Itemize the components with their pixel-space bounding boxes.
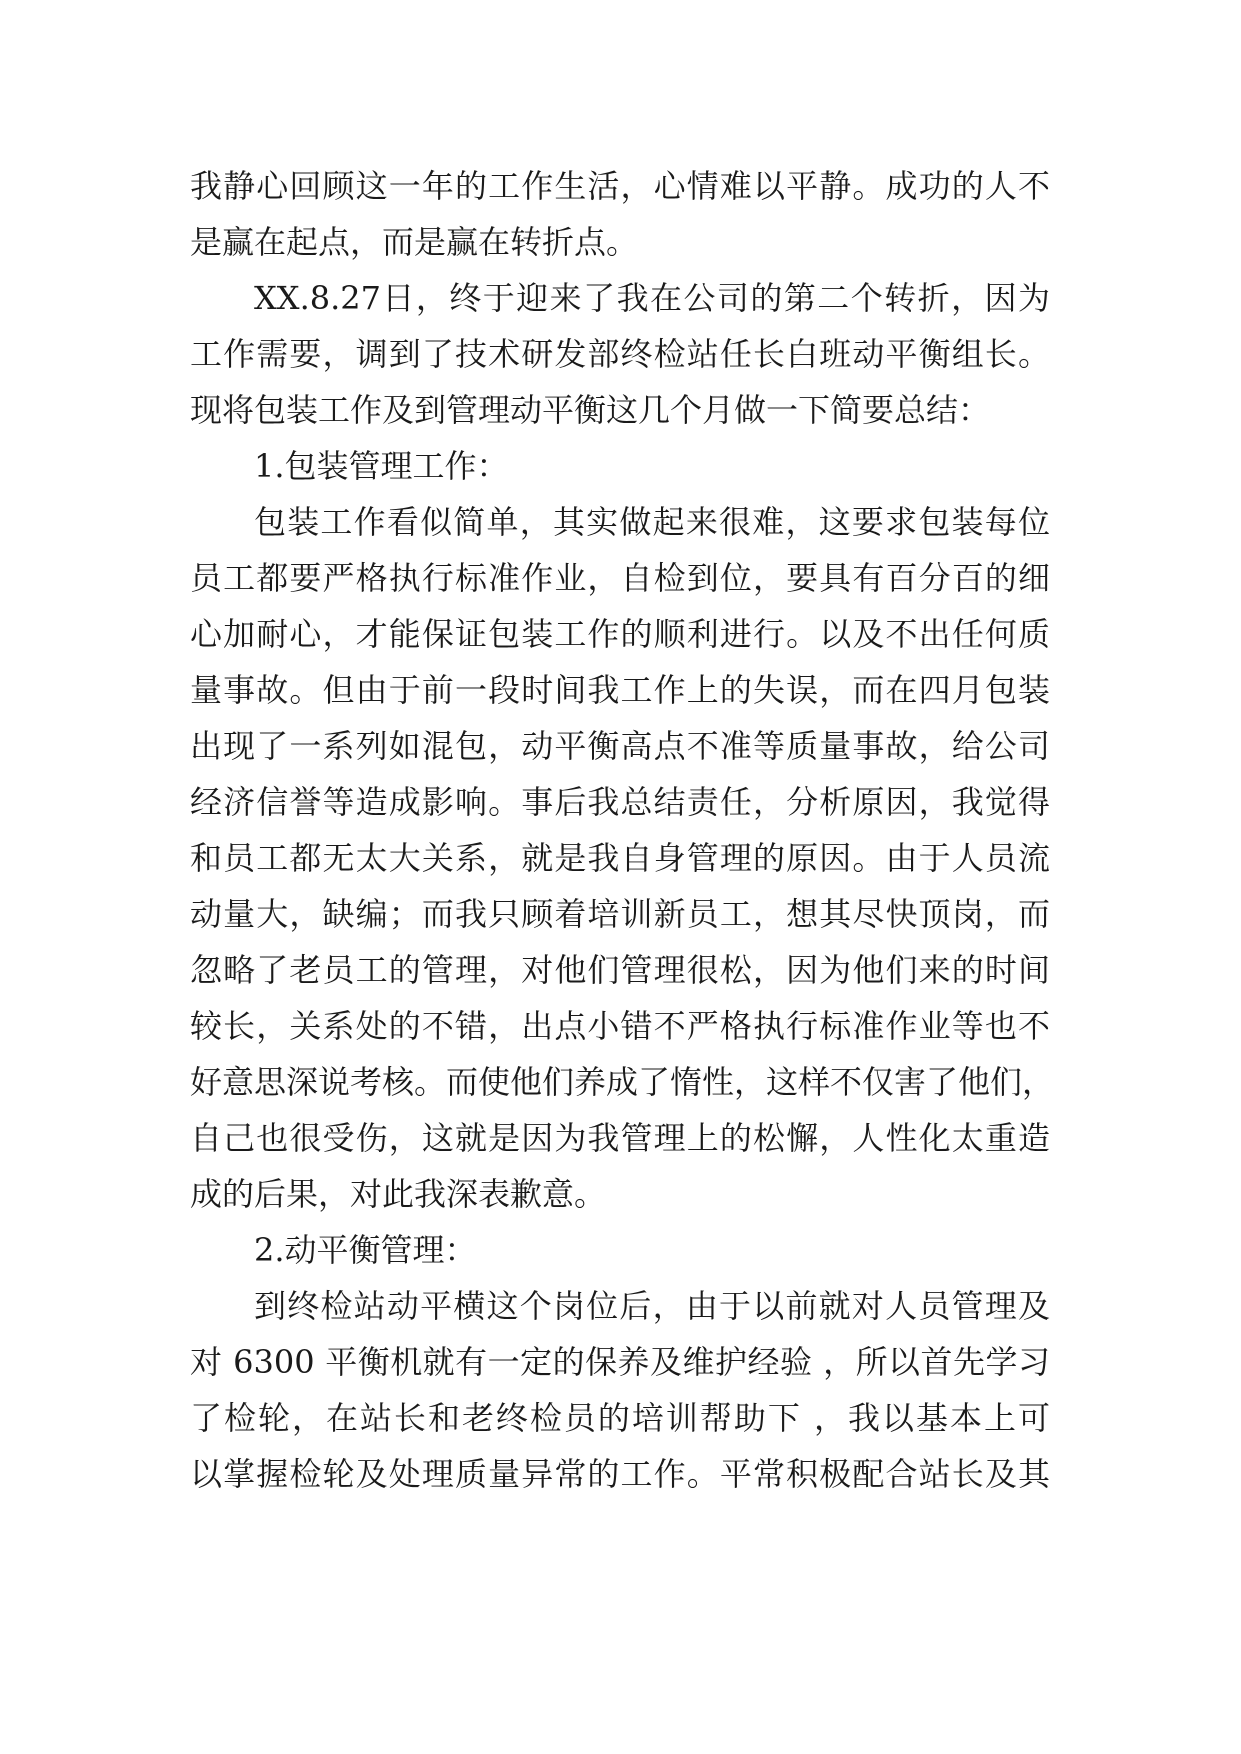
text-line: 量事故。但由于前一段时间我工作上的失误，而在四月包装	[190, 671, 1050, 709]
text-line: 是赢在起点，而是赢在转折点。	[190, 223, 639, 261]
text-line: 了检轮，在站长和老终检员的培训帮助下 ，我以基本上可	[190, 1399, 1050, 1437]
text-line: 对 6300 平衡机就有一定的保养及维护经验 ，所以首先学习	[190, 1343, 1050, 1381]
document-body	[190, 158, 1055, 1502]
text-line: 到终检站动平横这个岗位后，由于以前就对人员管理及	[254, 1287, 1050, 1325]
text-line: 2.动平衡管理：	[254, 1231, 477, 1269]
text-line: 动量大，缺编；而我只顾着培训新员工，想其尽快顶岗，而	[190, 895, 1050, 933]
text-line: 心加耐心，才能保证包装工作的顺利进行。以及不出任何质	[190, 615, 1050, 653]
text-line: 经济信誉等造成影响。事后我总结责任，分析原因，我觉得	[190, 783, 1050, 821]
text-line: 忽略了老员工的管理，对他们管理很松，因为他们来的时间	[190, 951, 1050, 989]
text-line: 员工都要严格执行标准作业，自检到位，要具有百分百的细	[190, 559, 1050, 597]
text-line: 成的后果，对此我深表歉意。	[190, 1175, 607, 1213]
text-line: 和员工都无太大关系，就是我自身管理的原因。由于人员流	[190, 839, 1050, 877]
text-line: 自己也很受伤，这就是因为我管理上的松懈，人性化太重造	[190, 1119, 1050, 1157]
text-line: 1.包装管理工作：	[254, 447, 509, 485]
text-line: 好意思深说考核。而使他们养成了惰性，这样不仅害了他们，	[190, 1063, 1055, 1101]
text-line: 包装工作看似简单，其实做起来很难，这要求包装每位	[254, 503, 1050, 541]
text-line: 我静心回顾这一年的工作生活，心情难以平静。成功的人不	[190, 167, 1050, 205]
text-line: 出现了一系列如混包，动平衡高点不准等质量事故，给公司	[190, 727, 1050, 765]
text-line: XX.8.27日，终于迎来了我在公司的第二个转折，因为	[254, 279, 1050, 317]
text-line: 以掌握检轮及处理质量异常的工作。平常积极配合站长及其	[190, 1455, 1050, 1493]
text-line: 现将包装工作及到管理动平衡这几个月做一下简要总结：	[190, 391, 991, 429]
text-line: 较长，关系处的不错，出点小错不严格执行标准作业等也不	[190, 1007, 1050, 1045]
text-line: 工作需要，调到了技术研发部终检站任长白班动平衡组长。	[190, 335, 1050, 373]
